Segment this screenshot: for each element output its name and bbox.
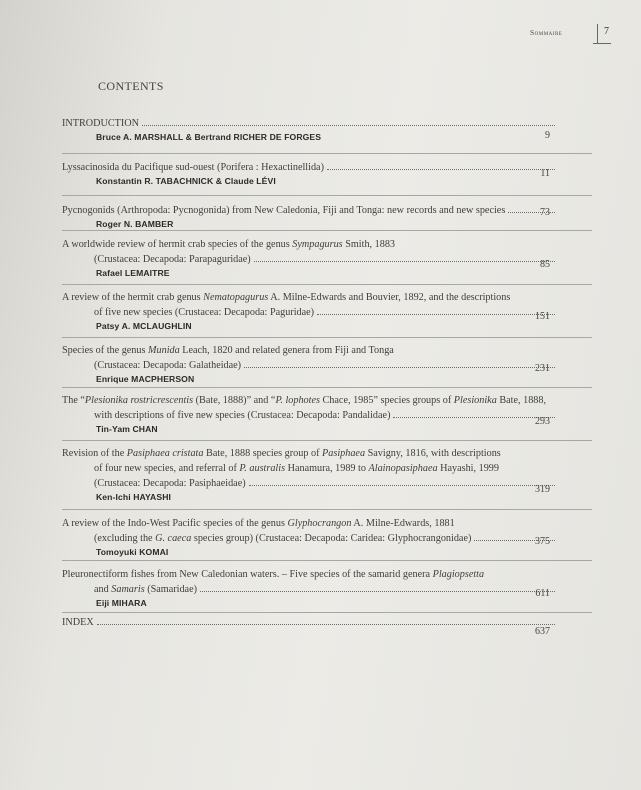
- entry-separator: [62, 612, 592, 613]
- entry-title-line: Species of the genus Munida Leach, 1820 and related genera from Fiji and Tonga: [62, 345, 394, 356]
- taxon-name: Sympagurus: [292, 239, 343, 250]
- entry-separator: [62, 153, 592, 154]
- header-rule-horizontal: [593, 43, 611, 44]
- contents-entry[interactable]: [62, 393, 592, 436]
- entry-title-line: (Crustacea: Decapoda: Parapaguridae): [62, 252, 592, 267]
- entry-title-line: with descriptions of five new species (Crustacea: Decapoda: Pandalidae): [62, 408, 592, 423]
- entry-title-line: INDEX: [62, 615, 592, 630]
- running-head: Sommaire: [530, 28, 563, 37]
- entry-page-number: 73: [540, 207, 550, 218]
- taxon-name: Plagiopsetta: [432, 569, 485, 580]
- entry-separator: [62, 509, 592, 510]
- taxon-name: Samaris: [111, 584, 145, 595]
- page-number: 7: [604, 26, 609, 37]
- taxon-name: G. caeca: [155, 533, 192, 544]
- contents-title: CONTENTS: [98, 79, 164, 93]
- entry-author: Eiji MIHARA: [96, 598, 147, 608]
- entry-separator: [62, 284, 592, 285]
- taxon-name: Pasiphaea: [322, 448, 366, 459]
- entry-author: Tin-Yam CHAN: [96, 424, 158, 434]
- entry-author: Bruce A. MARSHALL & Bertrand RICHER DE FORGES: [96, 132, 322, 142]
- entry-title-line: A review of the hermit crab genus Nematopagurus A. Milne-Edwards and Bouvier, 1892, and the descriptions: [62, 292, 511, 303]
- entry-page-number: 375: [535, 536, 550, 547]
- entry-author: Patsy A. MCLAUGHLIN: [96, 321, 192, 331]
- entry-author: Ken-Ichi HAYASHI: [96, 492, 171, 502]
- contents-entry[interactable]: [62, 446, 592, 504]
- entry-separator: [62, 560, 592, 561]
- entry-title-line: Lyssacinosida du Pacifique sud-ouest (Porifera : Hexactinellida): [62, 160, 592, 175]
- taxon-name: Pasiphaea cristata: [126, 448, 204, 459]
- entry-title-line: Pleuronectiform fishes from New Caledonian waters. – Five species of the samarid genera Plagiopsetta: [62, 569, 485, 580]
- entry-page-number: 637: [535, 626, 550, 637]
- taxon-name: Munida: [148, 345, 180, 356]
- entry-title-line: A worldwide review of hermit crab species of the genus Sympagurus Smith, 1883: [62, 239, 396, 250]
- leader-dots: [97, 623, 555, 625]
- entry-title-line: Revision of the Pasiphaea cristata Bate, 1888 species group of Pasiphaea Savigny, 1816, with descriptions: [62, 448, 501, 459]
- header-rule-vertical: [597, 24, 598, 44]
- entry-title-line: The “Plesionika rostricrescentis (Bate, 1888)” and “P. lophotes Chace, 1985” species groups of Plesionika Bate, 1888,: [62, 395, 547, 406]
- entry-author: Enrique MACPHERSON: [96, 374, 195, 384]
- taxon-name: P. australis: [239, 463, 286, 474]
- entry-page-number: 11: [540, 168, 550, 179]
- taxon-name: Plesionika rostricrescentis: [84, 395, 194, 406]
- entry-page-number: 151: [535, 311, 550, 322]
- entry-title-line: Pycnogonids (Arthropoda: Pycnogonida) from New Caledonia, Fiji and Tonga: new records and new species: [62, 203, 592, 218]
- entry-title-line: (excluding the G. caeca species group) (Crustacea: Decapoda: Caridea: Glyphocrangonidae): [62, 531, 592, 546]
- taxon-name: Alainopasiphaea: [368, 463, 438, 474]
- taxon-name: Nematopagurus: [203, 292, 269, 303]
- entry-page-number: 293: [535, 416, 550, 427]
- entry-title-line: of four new species, and referral of P. australis Hanamura, 1989 to Alainopasiphaea Hayashi, 1999: [94, 463, 499, 474]
- entry-page-number: 85: [540, 259, 550, 270]
- entry-title-line: A review of the Indo-West Pacific species of the genus Glyphocrangon A. Milne-Edwards, 1881: [62, 518, 455, 529]
- leader-dots: [142, 124, 555, 126]
- entry-author: Rafael LEMAITRE: [96, 268, 170, 278]
- entry-separator: [62, 337, 592, 338]
- entry-page-number: 9: [545, 130, 550, 141]
- entry-author: Roger N. BAMBER: [96, 219, 174, 229]
- taxon-name: Glyphocrangon: [287, 518, 352, 529]
- entry-separator: [62, 387, 592, 388]
- entry-author: Konstantin R. TABACHNICK & Claude LÉVI: [96, 176, 276, 186]
- entry-page-number: 231: [535, 363, 550, 374]
- entry-title-line: of five new species (Crustacea: Decapoda: Paguridae): [62, 305, 592, 320]
- entry-title-line: (Crustacea: Decapoda: Galatheidae): [62, 358, 592, 373]
- taxon-name: P. lophotes: [275, 395, 320, 406]
- entry-author: Tomoyuki KOMAI: [96, 547, 169, 557]
- entry-title-line: and Samaris (Samaridae): [62, 582, 592, 597]
- entry-page-number: 611: [535, 588, 550, 599]
- taxon-name: Plesionika: [453, 395, 497, 406]
- entry-title-line: (Crustacea: Decapoda: Pasiphaeidae): [62, 476, 592, 491]
- entry-title-line: INTRODUCTION: [62, 116, 592, 131]
- entry-separator: [62, 440, 592, 441]
- entry-separator: [62, 195, 592, 196]
- entry-page-number: 319: [535, 484, 550, 495]
